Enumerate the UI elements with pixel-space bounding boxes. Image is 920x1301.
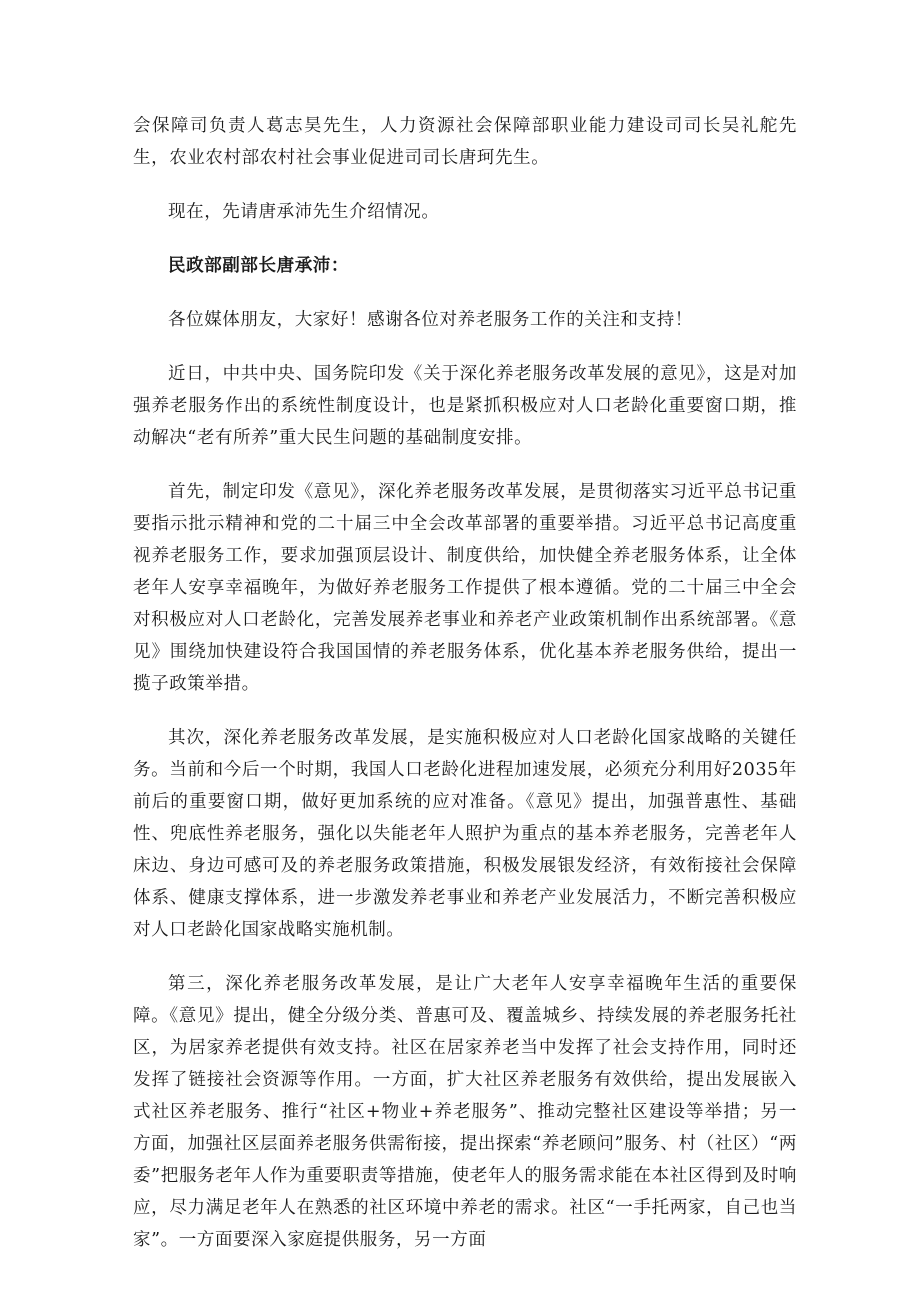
speaker-label: 民政部副部长唐承沛： (168, 256, 349, 276)
paragraph-third-point: 第三，深化养老服务改革发展，是让广大老年人安享幸福晚年生活的重要保障。《意见》提出，健全分级分类、普惠可及、覆盖城乡、持续发展的养老服务托社区，为居家养老提供有效支持。社区在居家养老当中发挥了社会支持作用，同时还发挥了链接社会资源等作用。一方面，扩大社区养老服务有效供给，提出发展嵌入式社区养老服务、推行“社区+物业+养老服务”、推动完整社区建设等举措；另一方面，加强社区层面养老服务供需衔接，提出探索“养老顾问”服务、村（社区）“两委”把服务老年人作为重要职责等措施，使老年人的服务需求能在本社区得到及时响应，尽力满足老年人在熟悉的社区环境中养老的需求。社区“一手托两家，自己也当家”。一方面要深入家庭提供服务，另一方面 (133, 974, 797, 1250)
paragraph-continuation: 会保障司负责人葛志昊先生，人力资源社会保障部职业能力建设司司长吴礼舵先生，农业农村部农村社会事业促进司司长唐珂先生。 (133, 116, 797, 168)
paragraph-background: 近日，中共中央、国务院印发《关于深化养老服务改革发展的意见》，这是对加强养老服务作出的系统性制度设计，也是紧抓积极应对人口老龄化重要窗口期，推动解决“老有所养”重大民生问题的基础制度安排。 (133, 364, 797, 448)
paragraph-second-point: 其次，深化养老服务改革发展，是实施积极应对人口老龄化国家战略的关键任务。当前和今后一个时期，我国人口老龄化进程加速发展，必须充分利用好2035年前后的重要窗口期，做好更加系统的应对准备。《意见》提出，加强普惠性、基础性、兜底性养老服务，强化以失能老年人照护为重点的基本养老服务，完善老年人床边、身边可感可及的养老服务政策措施，积极发展银发经济，有效衔接社会保障体系、健康支撑体系，进一步激发养老事业和养老产业发展活力，不断完善积极应对人口老龄化国家战略实施机制。 (133, 728, 797, 940)
paragraph-intro-call: 现在，先请唐承沛先生介绍情况。 (168, 202, 440, 222)
document-body (133, 110, 797, 1256)
paragraph-greeting: 各位媒体朋友，大家好！感谢各位对养老服务工作的关注和支持！ (168, 310, 693, 330)
paragraph-first-point: 首先，制定印发《意见》，深化养老服务改革发展，是贯彻落实习近平总书记重要指示批示精神和党的二十届三中全会改革部署的重要举措。习近平总书记高度重视养老服务工作，要求加强顶层设计、制度供给，加快健全养老服务体系，让全体老年人安享幸福晚年，为做好养老服务工作提供了根本遵循。党的二十届三中全会对积极应对人口老龄化，完善发展养老事业和养老产业政策机制作出系统部署。《意见》围绕加快建设符合我国国情的养老服务体系，优化基本养老服务供给，提出一揽子政策举措。 (133, 482, 797, 694)
